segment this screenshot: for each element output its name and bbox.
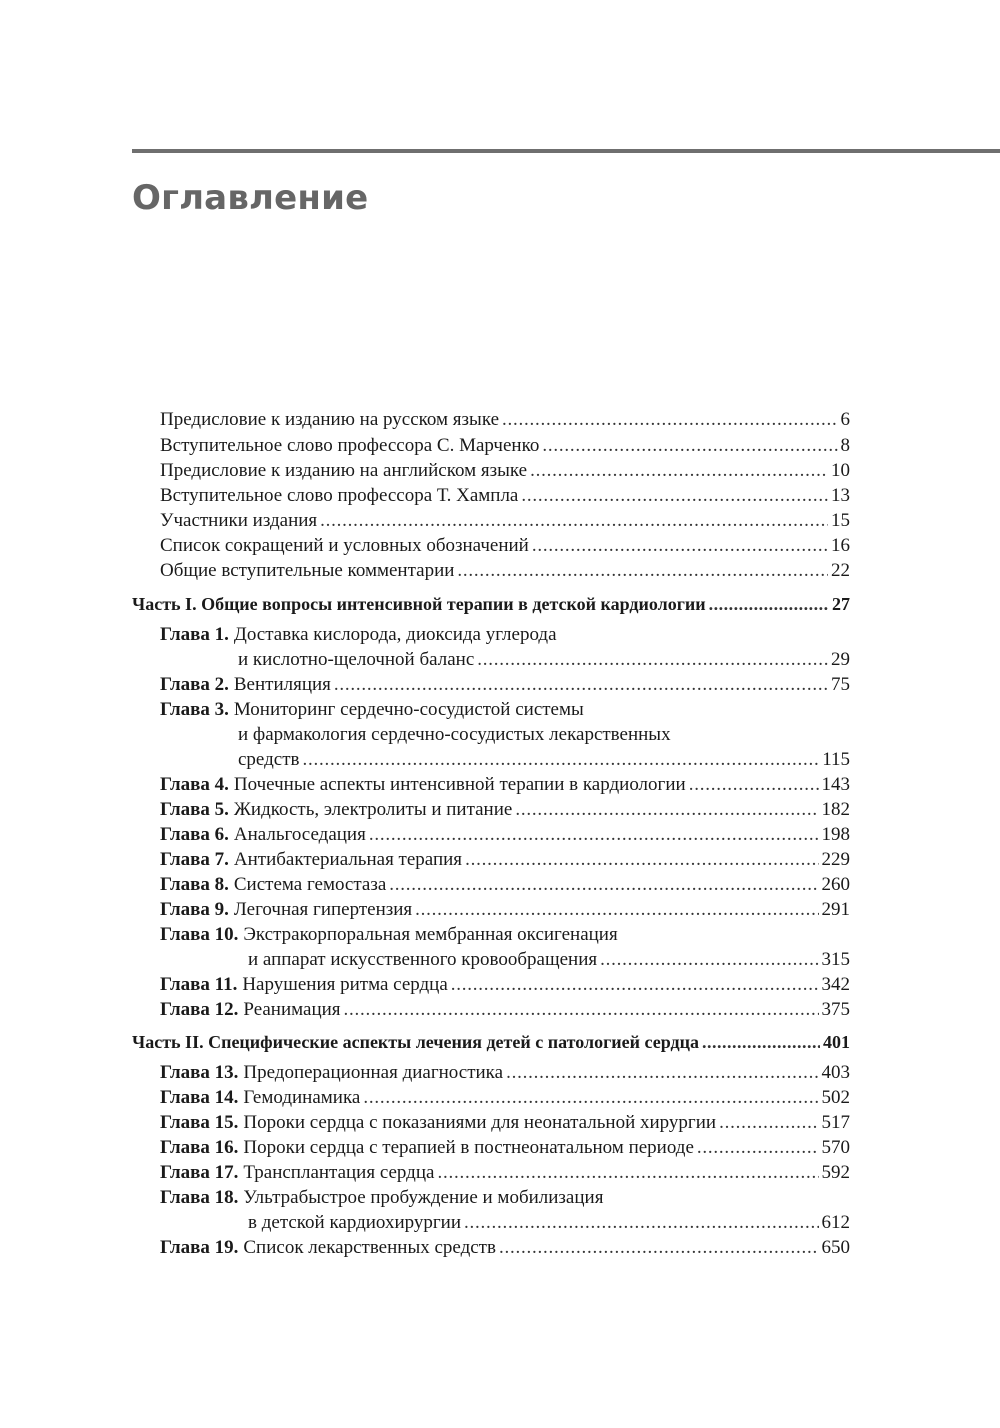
toc-chapter-1-title[interactable] [160, 623, 557, 647]
dot-leader [363, 1086, 818, 1110]
chapter-page: 75 [831, 674, 850, 695]
toc-chapter-16[interactable] [160, 1136, 850, 1160]
chapter-page: 182 [821, 799, 850, 820]
dot-leader [369, 823, 819, 847]
toc-entry-label: Список сокращений и условных обозначений [160, 535, 529, 556]
dot-leader [521, 484, 828, 508]
chapter-title-cont: и кислотно-щелочной баланс [238, 649, 475, 670]
chapter-number: Глава 14. [160, 1087, 239, 1108]
chapter-page: 502 [821, 1087, 850, 1108]
chapter-number: Глава 1. [160, 624, 229, 645]
toc-part-2[interactable] [132, 1030, 850, 1054]
chapter-page: 29 [831, 649, 850, 670]
toc-chapter-6[interactable] [160, 823, 850, 847]
chapter-title: Список лекарственных средств [243, 1237, 496, 1258]
chapter-title-cont: в детской кардиохирургии [248, 1212, 462, 1233]
chapter-page: 375 [821, 999, 850, 1020]
toc-chapter-11[interactable] [160, 973, 850, 997]
chapter-page: 517 [821, 1112, 850, 1133]
chapter-title: Ультрабыстрое пробуждение и мобилизация [243, 1187, 604, 1208]
toc-entry-label: Предисловие к изданию на русском языке [160, 409, 500, 430]
dot-leader [477, 648, 828, 672]
toc-entry-page: 22 [831, 560, 850, 581]
chapter-title: Почечные аспекты интенсивной терапии в кардиологии [233, 774, 686, 795]
toc-chapter-2[interactable] [160, 673, 850, 697]
dot-leader [437, 1161, 818, 1185]
chapter-title: Гемодинамика [243, 1087, 361, 1108]
toc-entry-label: Общие вступительные комментарии [160, 560, 455, 581]
chapter-page: 592 [821, 1162, 850, 1183]
chapter-number: Глава 5. [160, 799, 229, 820]
toc-chapter-19[interactable] [160, 1236, 850, 1260]
chapter-page: 570 [821, 1137, 850, 1158]
chapter-title: Пороки сердца с терапией в постнеонатальном периоде [243, 1137, 694, 1158]
dot-leader [506, 1061, 818, 1085]
chapter-page: 229 [821, 849, 850, 870]
chapter-title-cont: средств [238, 749, 300, 770]
toc-part-label: Часть I. Общие вопросы интенсивной терапии в детской кардиологии [132, 594, 706, 614]
chapter-number: Глава 17. [160, 1162, 239, 1183]
toc-entry-general-comments[interactable] [160, 559, 850, 583]
chapter-number: Глава 19. [160, 1237, 239, 1258]
chapter-number: Глава 18. [160, 1187, 239, 1208]
chapter-title: Мониторинг сердечно-сосудистой системы [233, 699, 584, 720]
top-rule [132, 149, 1000, 153]
dot-leader [415, 898, 818, 922]
toc-chapter-10[interactable] [248, 948, 850, 972]
chapter-page: 291 [821, 899, 850, 920]
chapter-title: Нарушения ритма сердца [242, 974, 448, 995]
dot-leader [532, 534, 828, 558]
chapter-title: Трансплантация сердца [243, 1162, 435, 1183]
chapter-number: Глава 3. [160, 699, 229, 720]
toc-entry-page: 6 [840, 409, 850, 430]
chapter-number: Глава 15. [160, 1112, 239, 1133]
toc-chapter-7[interactable] [160, 848, 850, 872]
chapter-number: Глава 13. [160, 1062, 239, 1083]
chapter-title: Вентиляция [233, 674, 331, 695]
dot-leader [515, 798, 818, 822]
dot-leader [709, 592, 829, 616]
dot-leader [530, 459, 828, 483]
toc-entry-preface-ru[interactable] [160, 408, 850, 432]
dot-leader [719, 1111, 818, 1135]
chapter-page: 143 [821, 774, 850, 795]
chapter-title: Доставка кислорода, диоксида углерода [233, 624, 557, 645]
toc-entry-page: 16 [831, 535, 850, 556]
dot-leader [465, 848, 818, 872]
dot-leader [464, 1211, 818, 1235]
chapter-number: Глава 16. [160, 1137, 239, 1158]
dot-leader [457, 559, 828, 583]
chapter-title: Антибактериальная терапия [233, 849, 463, 870]
toc-chapter-5[interactable] [160, 798, 850, 822]
toc-entry-label: Вступительное слово профессора Т. Хампла [160, 485, 519, 506]
dot-leader [542, 434, 837, 458]
toc-part-page: 401 [823, 1032, 850, 1052]
toc-chapter-15[interactable] [160, 1111, 850, 1135]
chapter-page: 342 [821, 974, 850, 995]
chapter-page: 260 [821, 874, 850, 895]
toc-chapter-1[interactable] [238, 648, 850, 672]
toc-chapter-17[interactable] [160, 1161, 850, 1185]
toc-part-label: Часть II. Специфические аспекты лечения детей с патологией сердца [132, 1032, 699, 1052]
chapter-page: 612 [821, 1212, 850, 1233]
toc-entry-label: Участники издания [160, 510, 318, 531]
dot-leader [502, 408, 837, 432]
toc-entry-page: 15 [831, 510, 850, 531]
chapter-number: Глава 9. [160, 899, 229, 920]
chapter-number: Глава 2. [160, 674, 229, 695]
toc-chapter-18[interactable] [248, 1211, 850, 1235]
toc-part-1[interactable] [132, 592, 850, 616]
chapter-number: Глава 6. [160, 824, 229, 845]
toc-chapter-12[interactable] [160, 998, 850, 1022]
chapter-title: Жидкость, электролиты и питание [233, 799, 513, 820]
chapter-page: 403 [821, 1062, 850, 1083]
dot-leader [499, 1236, 819, 1260]
toc-entry-label: Предисловие к изданию на английском языке [160, 460, 528, 481]
chapter-title: Реанимация [243, 999, 341, 1020]
chapter-page: 650 [821, 1237, 850, 1258]
chapter-number: Глава 12. [160, 999, 239, 1020]
toc-chapter-8[interactable] [160, 873, 850, 897]
toc-entry-label: Вступительное слово профессора С. Марченко [160, 435, 540, 456]
dot-leader [344, 998, 819, 1022]
toc-chapter-3[interactable] [238, 748, 850, 772]
dot-leader [451, 973, 819, 997]
toc-entry-foreword-hampl[interactable] [160, 484, 850, 508]
dot-leader [600, 948, 818, 972]
toc-chapter-14[interactable] [160, 1086, 850, 1110]
chapter-title: Легочная гипертензия [233, 899, 413, 920]
chapter-page: 315 [821, 949, 850, 970]
dot-leader [320, 509, 828, 533]
toc-entry-contributors[interactable] [160, 509, 850, 533]
chapter-number: Глава 11. [160, 974, 238, 995]
toc-chapter-3-title[interactable] [160, 698, 584, 722]
chapter-number: Глава 10. [160, 924, 239, 945]
toc-chapter-4[interactable] [160, 773, 850, 797]
dot-leader [303, 748, 820, 772]
dot-leader [689, 773, 819, 797]
toc-entry-page: 13 [831, 485, 850, 506]
chapter-title: Экстракорпоральная мембранная оксигенация [243, 924, 618, 945]
dot-leader [389, 873, 818, 897]
toc-entry-abbreviations[interactable] [160, 534, 850, 558]
dot-leader [702, 1030, 820, 1054]
toc-chapter-13[interactable] [160, 1061, 850, 1085]
chapter-title: Предоперационная диагностика [243, 1062, 504, 1083]
toc-entry-foreword-marchenko[interactable] [160, 434, 850, 458]
toc-chapter-18-title[interactable] [160, 1186, 603, 1210]
dot-leader [334, 673, 828, 697]
toc-part-page: 27 [832, 594, 850, 614]
chapter-number: Глава 8. [160, 874, 229, 895]
chapter-number: Глава 7. [160, 849, 229, 870]
chapter-title: Система гемостаза [233, 874, 387, 895]
toc-chapter-9[interactable] [160, 898, 850, 922]
chapter-title: Пороки сердца с показаниями для неонатальной хирургии [243, 1112, 717, 1133]
toc-entry-preface-en[interactable] [160, 459, 850, 483]
chapter-page: 115 [822, 749, 850, 770]
chapter-title: Анальгоседация [233, 824, 366, 845]
dot-leader [697, 1136, 819, 1160]
chapter-title-cont: и фармакология сердечно-сосудистых лекарственных [238, 724, 671, 745]
chapter-page: 198 [821, 824, 850, 845]
chapter-number: Глава 4. [160, 774, 229, 795]
toc-chapter-10-title[interactable] [160, 923, 618, 947]
toc-entry-page: 8 [840, 435, 850, 456]
chapter-title-cont: и аппарат искусственного кровообращения [248, 949, 598, 970]
toc-entry-page: 10 [831, 460, 850, 481]
page-title: Оглавление [132, 178, 369, 218]
